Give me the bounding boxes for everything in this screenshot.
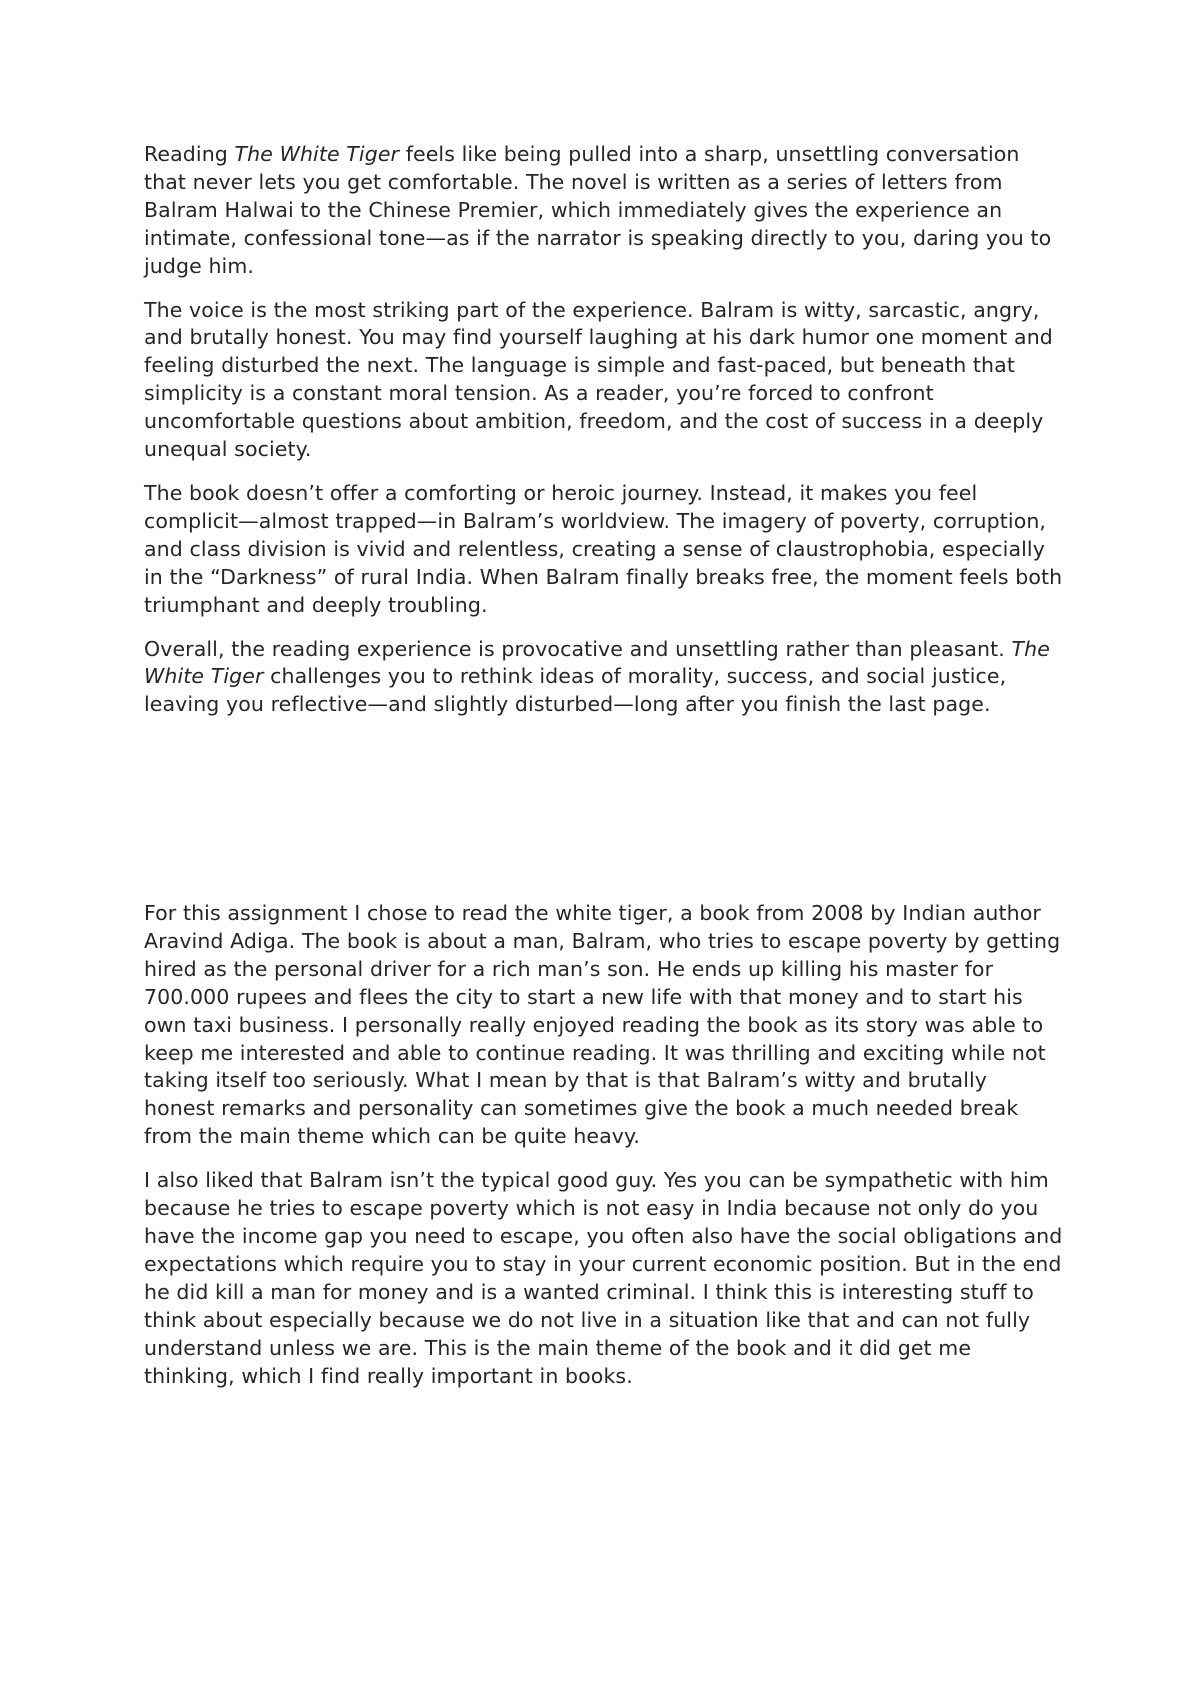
book-title: The White Tiger (234, 142, 400, 166)
paragraph-2: The voice is the most striking part of the experience. Balram is witty, sarcastic, angry, and brutally honest. You may find yourself laughing at his dark humor one moment and feeling disturbed the next. The language is simple and fast-paced, but beneath that simplicity is a constant moral tension. As a reader, you’re forced to confront uncomfortable questions about ambition, freedom, and the cost of success in a deeply unequal society. (144, 297, 1053, 462)
paragraph-6: I also liked that Balram isn’t the typical good guy. Yes you can be sympathetic with him because he tries to escape poverty which is not easy in India because not only do you have the income gap you need to escape, you often also have the social obligations and expectations which require you to stay in your current economic position. But in the end he did kill a man for money and is a wanted criminal. I think this is interesting stuff to think about especially because we do not live in a situation like that and can not fully understand unless we are. This is the main theme of the book and it did get me thinking, which I find really important in books. (144, 1168, 1063, 1388)
essay-reading-experience (144, 141, 1064, 735)
paragraph-4-body: challenges you to rethink ideas of morality, success, and social justice, leaving you reflective—and slightly disturbed—long after you finish the last page. (144, 664, 1007, 717)
paragraph-5: For this assignment I chose to read the white tiger, a book from 2008 by Indian author Aravind Adiga. The book is about a man, Balram, who tries to escape poverty by getting hired as the personal driver for a rich man’s son. He ends up killing his master for 700.000 rupees and flees the city to start a new life with that money and to start his own taxi business. I personally really enjoyed reading the book as its story was able to keep me interested and able to continue reading. It was thrilling and exciting while not taking itself too seriously. What I mean by that is that Balram’s witty and brutally honest remarks and personality can sometimes give the book a much needed break from the main theme which can be quite heavy. (144, 901, 1061, 1149)
paragraph-3: The book doesn’t offer a comforting or heroic journey. Instead, it makes you feel complicit—almost trapped—in Balram’s worldview. The imagery of poverty, corruption, and class division is vivid and relentless, creating a sense of claustrophobia, especially in the “Darkness” of rural India. When Balram finally breaks free, the moment feels both triumphant and deeply troubling. (144, 480, 1063, 617)
paragraph-4-intro: Overall, the reading experience is provocative and unsettling rather than pleasant. (144, 636, 1012, 661)
paragraph-1 (144, 141, 1064, 281)
paragraph-1-body: feels like being pulled into a sharp, unsettling conversation that never lets you get comfortable. The novel is written as a series of letters from Balram Halwai to the Chinese Premier, which immediately gives the experience an intimate, confessional tone—as if the narrator is speaking directly to you, daring you to judge him. (144, 142, 1052, 278)
essay-assignment (144, 900, 1064, 1406)
book-title: The White Tiger (144, 636, 1050, 689)
paragraph-1-intro: Reading (144, 142, 235, 166)
paragraph-4 (144, 636, 1064, 720)
